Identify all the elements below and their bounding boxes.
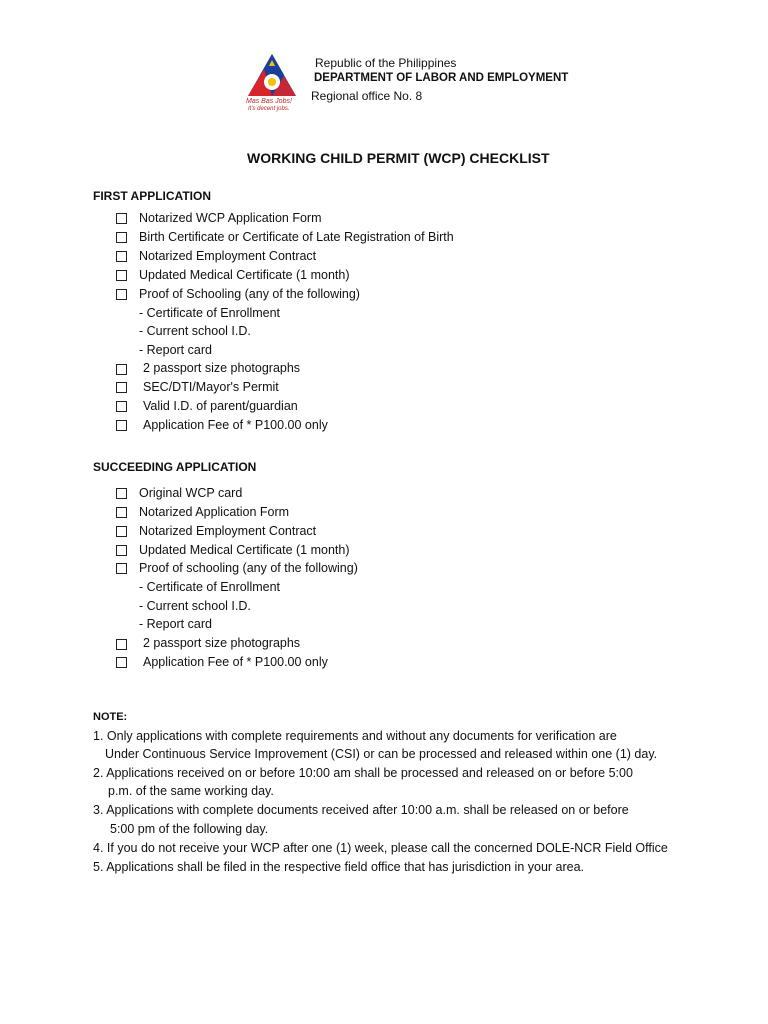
list-item: Proof of schooling (any of the following) — [139, 561, 358, 575]
first-application-heading: FIRST APPLICATION — [93, 189, 211, 203]
checkbox[interactable] — [116, 251, 127, 262]
checkbox[interactable] — [116, 213, 127, 224]
list-item: Notarized Employment Contract — [139, 249, 317, 263]
checkbox[interactable] — [116, 420, 127, 431]
note-line: 5. Applications shall be filed in the respective field office that has jurisdiction in your area. — [93, 860, 585, 874]
list-item: Birth Certificate or Certificate of Late Registration of Birth — [139, 230, 454, 244]
logo-tagline-2: It's decent jobs. — [248, 106, 290, 112]
note-line: 2. Applications received on or before 10:00 am shall be processed and released on or before 5:00 — [93, 766, 633, 780]
list-item: Application Fee of * P100.00 only — [143, 655, 328, 669]
sub-item: - Certificate of Enrollment — [139, 580, 281, 594]
list-item: 2 passport size photographs — [143, 361, 301, 375]
list-item: Updated Medical Certificate (1 month) — [139, 543, 350, 557]
checkbox[interactable] — [116, 507, 127, 518]
list-item: Original WCP card — [139, 486, 243, 500]
note-line: 3. Applications with complete documents received after 10:00 a.m. shall be released on or before — [93, 803, 629, 817]
list-item: Proof of Schooling (any of the following) — [139, 287, 360, 301]
note-line: 5:00 pm of the following day. — [110, 822, 269, 836]
header-office: Regional office No. 8 — [311, 89, 423, 103]
page-title: WORKING CHILD PERMIT (WCP) CHECKLIST — [247, 150, 550, 166]
list-item: Application Fee of * P100.00 only — [143, 418, 328, 432]
header-country: Republic of the Philippines — [315, 56, 457, 70]
dole-logo — [244, 52, 300, 116]
logo-tagline-1: Mas Bas Jobs! — [246, 98, 292, 105]
checkbox[interactable] — [116, 364, 127, 375]
checkbox[interactable] — [116, 639, 127, 650]
note-line: p.m. of the same working day. — [108, 784, 274, 798]
list-item: SEC/DTI/Mayor's Permit — [143, 380, 279, 394]
sub-item: - Current school I.D. — [139, 324, 251, 338]
checkbox[interactable] — [116, 545, 127, 556]
checkbox[interactable] — [116, 526, 127, 537]
checkbox[interactable] — [116, 401, 127, 412]
checkbox[interactable] — [116, 270, 127, 281]
sub-item: - Report card — [139, 617, 212, 631]
note-line: 4. If you do not receive your WCP after one (1) week, please call the concerned DOLE-NCR Field Office — [93, 841, 668, 855]
note-line: Under Continuous Service Improvement (CSI) or can be processed and released within one (1) day. — [105, 747, 658, 761]
note-heading: NOTE: — [93, 711, 128, 723]
checkbox[interactable] — [116, 657, 127, 668]
header-department: DEPARTMENT OF LABOR AND EMPLOYMENT — [314, 72, 569, 84]
checkbox[interactable] — [116, 563, 127, 574]
sub-item: - Current school I.D. — [139, 599, 251, 613]
checkbox[interactable] — [116, 488, 127, 499]
list-item: Updated Medical Certificate (1 month) — [139, 268, 350, 282]
checkbox[interactable] — [116, 232, 127, 243]
sub-item: - Report card — [139, 343, 212, 357]
note-line: 1. Only applications with complete requirements and without any documents for verification are — [93, 729, 617, 743]
succeeding-application-heading: SUCCEEDING APPLICATION — [93, 460, 257, 474]
list-item: Notarized WCP Application Form — [139, 211, 322, 225]
checkbox[interactable] — [116, 289, 127, 300]
list-item: 2 passport size photographs — [143, 636, 301, 650]
list-item: Notarized Application Form — [139, 505, 290, 519]
checkbox[interactable] — [116, 382, 127, 393]
sub-item: - Certificate of Enrollment — [139, 306, 281, 320]
list-item: Valid I.D. of parent/guardian — [143, 399, 298, 413]
list-item: Notarized Employment Contract — [139, 524, 317, 538]
